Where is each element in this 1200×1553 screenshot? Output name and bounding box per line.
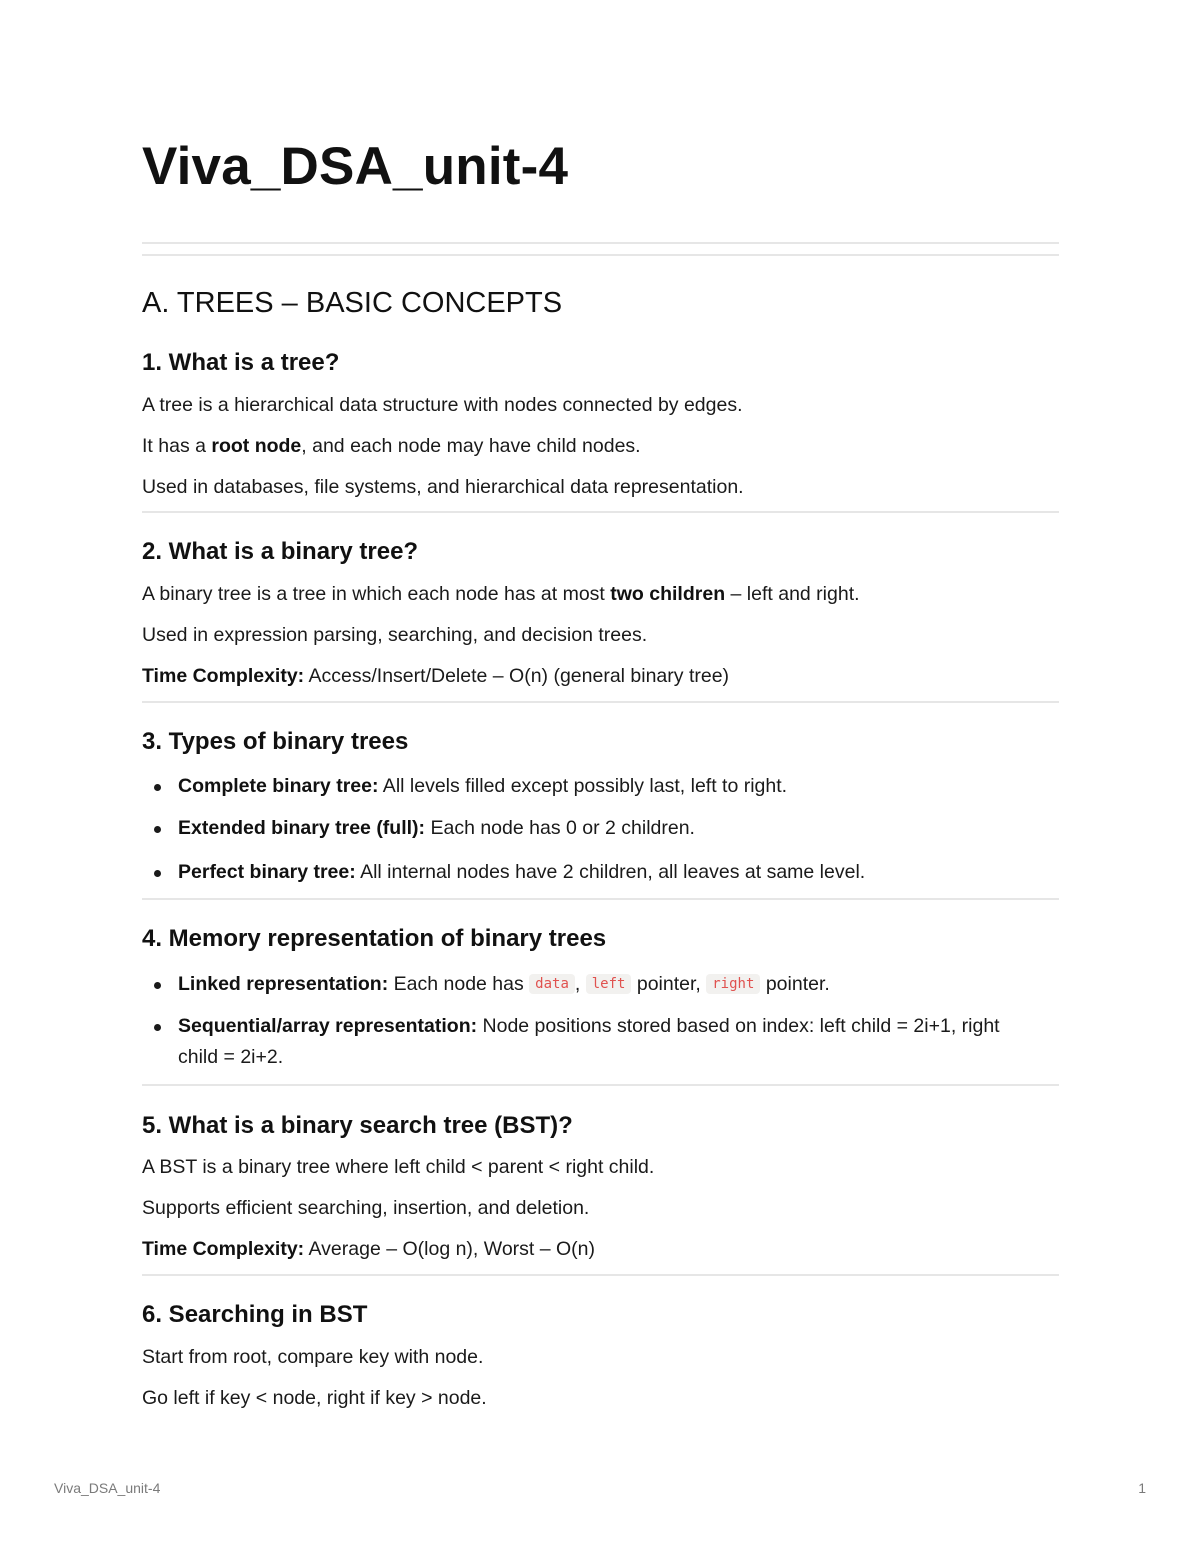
title-divider-bottom — [142, 254, 1059, 256]
q6-line-2: Go left if key < node, right if key > node. — [142, 1387, 487, 1409]
inline-code-data: data — [529, 974, 575, 994]
section-heading-trees: A. TREES – BASIC CONCEPTS — [142, 287, 563, 319]
q5-line-2: Supports efficient searching, insertion, and deletion. — [142, 1197, 590, 1219]
title-divider-top — [142, 242, 1059, 244]
q6-line-1: Start from root, compare key with node. — [142, 1346, 484, 1368]
q5-time-complexity: Time Complexity: Average – O(log n), Worst – O(n) — [142, 1238, 596, 1260]
footer-document-name: Viva_DSA_unit-4 — [54, 1480, 161, 1496]
list-item-perfect-binary-tree: Perfect binary tree: All internal nodes have 2 children, all leaves at same level. — [142, 857, 1059, 888]
bullet-dot — [154, 1024, 161, 1031]
divider — [142, 511, 1059, 513]
bullet-dot — [154, 826, 161, 833]
divider — [142, 701, 1059, 703]
q5-line-1: A BST is a binary tree where left child < parent < right child. — [142, 1156, 655, 1178]
inline-code-right: right — [706, 974, 760, 994]
q2-time-complexity: Time Complexity: Access/Insert/Delete – O(n) (general binary tree) — [142, 665, 730, 687]
list-item-extended-binary-tree: Extended binary tree (full): Each node has 0 or 2 children. — [142, 813, 1059, 844]
list-item-linked-representation: Linked representation: Each node has data , left pointer, right pointer. — [142, 969, 1059, 1002]
q2-line-1: A binary tree is a tree in which each node has at most two children – left and right. — [142, 583, 860, 605]
q1-line-1: A tree is a hierarchical data structure with nodes connected by edges. — [142, 394, 743, 416]
q1-line-2: It has a root node, and each node may have child nodes. — [142, 435, 641, 457]
list-item-sequential-representation: Sequential/array representation: Node positions stored based on index: left child = 2i+1, right child = 2i+2. — [142, 1011, 1042, 1073]
question-heading-1: 1. What is a tree? — [142, 349, 340, 376]
bullet-dot — [154, 784, 161, 791]
q1-line-3: Used in databases, file systems, and hierarchical data representation. — [142, 476, 744, 498]
question-heading-2: 2. What is a binary tree? — [142, 538, 419, 565]
question-heading-5: 5. What is a binary search tree (BST)? — [142, 1112, 573, 1139]
document-title: Viva_DSA_unit-4 — [142, 137, 569, 196]
question-heading-6: 6. Searching in BST — [142, 1301, 368, 1328]
divider — [142, 898, 1059, 900]
bullet-dot — [154, 982, 161, 989]
divider — [142, 1274, 1059, 1276]
question-heading-4: 4. Memory representation of binary trees — [142, 925, 607, 952]
footer-page-number: 1 — [1138, 1480, 1146, 1496]
list-item-complete-binary-tree: Complete binary tree: All levels filled except possibly last, left to right. — [142, 771, 1059, 802]
question-heading-3: 3. Types of binary trees — [142, 728, 409, 755]
divider — [142, 1084, 1059, 1086]
q2-line-2: Used in expression parsing, searching, and decision trees. — [142, 624, 648, 646]
inline-code-left: left — [586, 974, 632, 994]
bullet-dot — [154, 870, 161, 877]
